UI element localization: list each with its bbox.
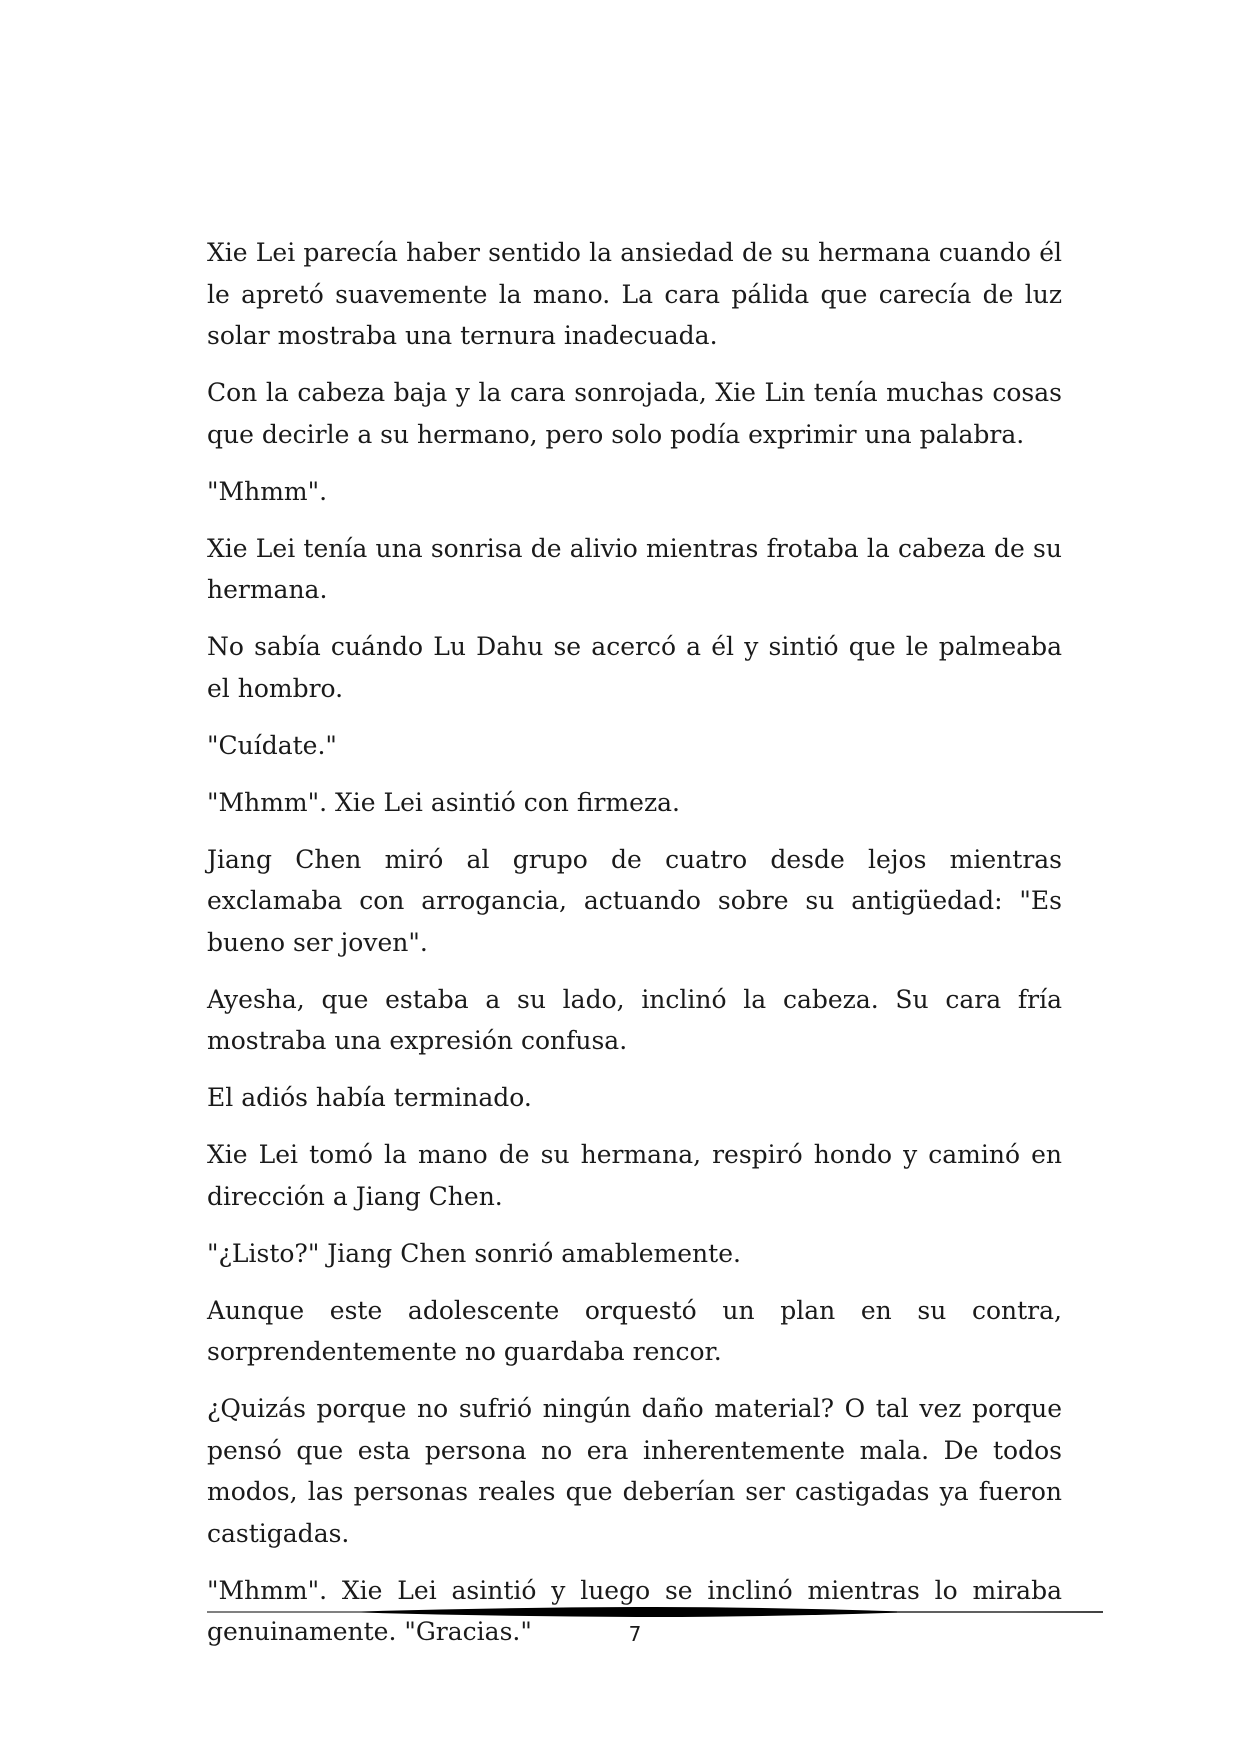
paragraph-1: Xie Lei parecía haber sentido la ansiedad de su hermana cuando él le apretó suavemente la mano. La cara pálida que carecía de luz solar mostraba una ternura inadecuada. (207, 238, 1062, 350)
body-text (207, 232, 1062, 1668)
paragraph-15: "Mhmm". Xie Lei asintió y luego se inclinó mientras lo miraba genuinamente. "Gracias." (207, 1575, 1062, 1646)
paragraph-12: "¿Listo?" Jiang Chen sonrió amablemente. (207, 1238, 741, 1268)
paragraph-7: "Mhmm". Xie Lei asintió con firmeza. (207, 787, 680, 817)
paragraph-8: Jiang Chen miró al grupo de cuatro desde lejos mientras exclamaba con arrogancia, actuando sobre su antigüedad: "Es bueno ser joven". (207, 844, 1062, 957)
paragraph-13: Aunque este adolescente orquestó un plan en su contra, sorprendentemente no guardaba rencor. (207, 1295, 1062, 1366)
paragraph-11: Xie Lei tomó la mano de su hermana, respiró hondo y caminó en dirección a Jiang Chen. (207, 1140, 1062, 1211)
paragraph-10: El adiós había terminado. (207, 1083, 532, 1112)
footer-divider (207, 1606, 1103, 1618)
paragraph-3: "Mhmm". (207, 476, 328, 506)
paragraph-4: Xie Lei tenía una sonrisa de alivio mientras frotaba la cabeza de su hermana. (207, 533, 1062, 604)
paragraph-2: Con la cabeza baja y la cara sonrojada, Xie Lin tenía muchas cosas que decirle a su hermano, pero solo podía exprimir una palabra. (207, 378, 1062, 449)
paragraph-5: No sabía cuándo Lu Dahu se acercó a él y sintió que le palmeaba el hombro. (207, 632, 1062, 703)
page-number: 7 (628, 1622, 642, 1646)
paragraph-14: ¿Quizás porque no sufrió ningún daño material? O tal vez porque pensó que esta persona no era inherentemente mala. De todos modos, las personas reales que deberían ser castigadas ya fueron castigadas. (207, 1394, 1062, 1548)
paragraph-9: Ayesha, que estaba a su lado, inclinó la cabeza. Su cara fría mostraba una expresión confusa. (207, 984, 1062, 1055)
paragraph-6: "Cuídate." (207, 730, 337, 760)
